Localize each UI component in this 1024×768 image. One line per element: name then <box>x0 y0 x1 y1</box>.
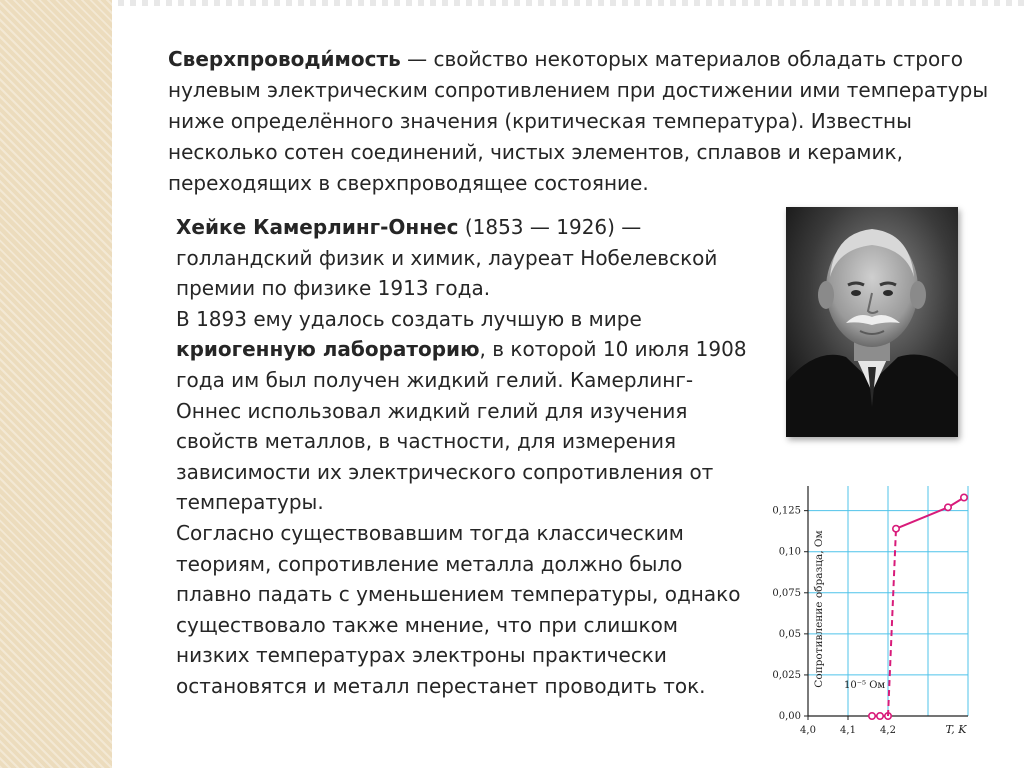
chart-annotation: 10⁻⁵ Ом <box>844 680 886 692</box>
portrait-photo <box>786 207 958 437</box>
series-line-dashed <box>888 529 896 716</box>
bio-p2-after: , в которой 10 июля 1908 года им был получен жидкий гелий. Камерлинг-Оннес использовал жидкий гелий для изучения свойств металлов, в частности, для измерения зависимости их электрического сопротивления от температуры. <box>176 337 747 515</box>
intro-paragraph <box>168 44 998 199</box>
series-line <box>896 498 964 529</box>
cryogenic-lab-term: криогенную лабораторию <box>176 337 480 362</box>
y-tick-label: 0,05 <box>778 628 801 640</box>
portrait-illustration <box>786 207 958 437</box>
decorative-top-border <box>118 0 1024 6</box>
resistance-chart-svg <box>760 480 976 740</box>
bio-paragraph-1 <box>176 212 756 304</box>
data-point <box>869 713 875 719</box>
term-superconductivity: Сверхпроводи́мость <box>168 47 401 71</box>
x-tick-label: 4,1 <box>840 725 856 736</box>
data-point <box>877 713 883 719</box>
scientist-name: Хейке Камерлинг-Оннес <box>176 215 459 239</box>
y-tick-label: 0,10 <box>778 546 801 558</box>
bio-paragraph-3: Согласно существовавшим тогда классическим теориям, сопротивление металла должно было плавно падать с уменьшением температуры, однако существовало также мнение, что при слишком низких температурах электроны практически остановятся и металл перестанет проводить ток. <box>176 520 741 698</box>
x-axis-label: T, K <box>945 723 967 736</box>
intro-text: — свойство некоторых материалов обладать строго нулевым электрическим сопротивлением при достижении ими температуры ниже определённого значения (критическая температура). Известны несколько сотен соединений, чистых элементов, сплавов и керамик, переходящих в сверхпроводящее состояние. <box>168 47 989 195</box>
y-axis-label: Сопротивление образца, Ом <box>813 530 825 688</box>
y-tick-label: 0,00 <box>778 711 801 722</box>
bio-dates-description: (1853 — 1926) — голландский физик и химик, лауреат Нобелевской премии по физике 1913 года. <box>176 215 718 301</box>
y-tick-label: 0,025 <box>772 669 801 681</box>
data-point <box>945 504 951 510</box>
y-tick-label: 0,075 <box>772 587 801 599</box>
biography-block <box>176 212 756 702</box>
chart-axes <box>804 486 968 720</box>
data-point <box>961 494 967 500</box>
bio-paragraph-2 <box>176 304 756 518</box>
resistance-chart <box>760 480 976 740</box>
x-tick-label: 4,0 <box>800 725 816 736</box>
x-tick-label: 4,2 <box>880 725 896 736</box>
bio-p2-before: В 1893 ему удалось создать лучшую в мире <box>176 306 642 331</box>
chart-labels <box>772 506 967 736</box>
decorative-side-stripe <box>0 0 112 768</box>
data-point <box>893 526 899 532</box>
y-tick-label: 0,125 <box>772 505 801 517</box>
chart-grid <box>808 486 968 716</box>
